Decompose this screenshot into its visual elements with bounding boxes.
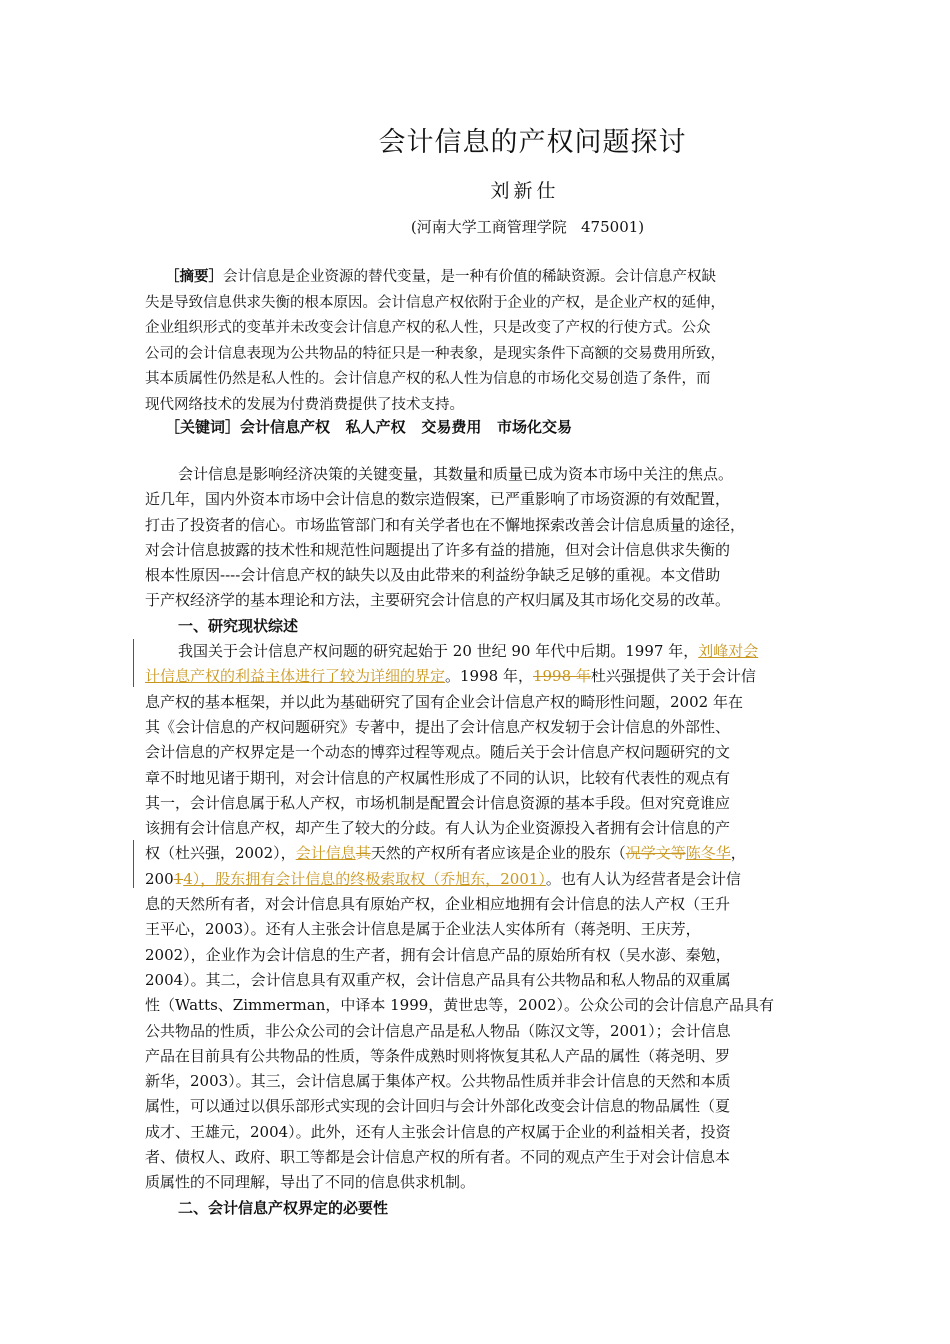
paragraph-line: 者、债权人、政府、职工等都是会计信息产权的所有者。不同的观点产生于对会计信息本 (145, 1148, 731, 1167)
revision-change-bar (133, 639, 134, 687)
author-affiliation: (河南大学工商管理学院 475001) (410, 218, 645, 236)
deleted-text: 1 (173, 869, 184, 888)
inserted-text: 陈冬华 (685, 844, 731, 863)
deleted-text: 况学文等 (625, 844, 686, 863)
inserted-text: 4），股东拥有会计信息的终极索取权（乔旭东，2001） (183, 869, 546, 888)
paragraph-line: 打击了投资者的信心。市场监管部门和有关学者也在不懈地探索改善会计信息质量的途径， (145, 515, 746, 534)
keywords: ［关键词］会计信息产权 私人产权 交易费用 市场化交易 (165, 418, 573, 436)
inserted-text: 计信息产权的利益主体进行了较为详细的界定 (145, 667, 446, 686)
paragraph-line: 会计信息的产权界定是一个动态的博弈过程等观点。随后关于会计信息产权问题研究的文 (145, 743, 731, 762)
paragraph-line: 于产权经济学的基本理论和方法，主要研究会计信息的产权归属及其市场化交易的改革。 (145, 591, 731, 610)
paragraph-line: 2004）。其二，会计信息具有双重产权，会计信息产品具有公共物品和私人物品的双重属 (145, 970, 731, 989)
abstract-line: 公司的会计信息表现为公共物品的特征只是一种表象，是现实条件下高额的交易费用所致， (145, 345, 725, 362)
paper-title: 会计信息的产权问题探讨 (378, 127, 687, 158)
section-heading: 二、会计信息产权界定的必要性 (178, 1198, 389, 1217)
paragraph-line: 会计信息是影响经济决策的关键变量，其数量和质量已成为资本市场中关注的焦点。 (178, 465, 734, 483)
abstract (145, 265, 815, 418)
abstract-line: 企业组织形式的变革并未改变会计信息产权的私人性，只是改变了产权的行使方式。公众 (145, 320, 711, 336)
abstract-label: ［摘要］ (165, 269, 223, 285)
paragraph-line: 根本性原因----会计信息产权的缺失以及由此带来的利益纷争缺乏足够的重视。本文借助 (145, 566, 721, 585)
paragraph-line: 产品在目前具有公共物品的性质，等条件成熟时则将恢复其私人产品的属性（蒋尧明、罗 (145, 1046, 731, 1065)
paragraph-line: 该拥有会计信息产权，却产生了较大的分歧。有人认为企业资源投入者拥有会计信息的产 (145, 819, 731, 838)
paragraph-line: 息产权的基本框架，并以此为基础研究了国有企业会计信息产权的畸形性问题，2002 年在 (145, 692, 743, 711)
revision-change-bar (133, 840, 134, 888)
paragraph-line: 息的天然所有者，对会计信息具有原始产权，企业相应地拥有会计信息的法人产权（王升 (145, 895, 731, 914)
paragraph-line: 权（杜兴强，2002），会计信息其天然的产权所有者应该是企业的股东（况学文等陈冬华， (145, 844, 746, 863)
paragraph-line: 其《会计信息的产权问题研究》专著中，提出了会计信息产权发轫于会计信息的外部性、 (145, 717, 731, 736)
abstract-line: ［摘要］会计信息是企业资源的替代变量，是一种有价值的稀缺资源。会计信息产权缺 (165, 269, 716, 285)
paragraph-line: 性（Watts、Zimmerman，中译本 1999，黄世忠等，2002）。公众公司的会计信息产品具有 (145, 996, 774, 1015)
paragraph-line: 计信息产权的利益主体进行了较为详细的界定。1998 年，1998 年杜兴强提供了关于会计信 (145, 667, 756, 686)
section-heading: 一、研究现状综述 (178, 616, 299, 635)
deleted-text: 其 (355, 844, 371, 863)
paragraph-line: 2002），企业作为会计信息的生产者，拥有会计信息产品的原始所有权（吴水澎、秦勉， (145, 945, 731, 964)
paragraph-line: 成才、王雄元，2004）。此外，还有人主张会计信息的产权属于企业的利益相关者，投资 (145, 1122, 731, 1141)
abstract-line: 现代网络技术的发展为付费消费提供了技术支持。 (145, 396, 464, 413)
body-text (145, 462, 815, 1221)
deleted-text: 1998 年 (532, 667, 591, 686)
paragraph-line: 王平心，2003）。还有人主张会计信息是属于企业法人实体所有（蒋尧明、王庆芳， (145, 920, 701, 939)
author-name: 刘新仕 (490, 180, 560, 202)
paragraph-line: 我国关于会计信息产权问题的研究起始于 20 世纪 90 年代中后期。1997 年，刘峰对会 (178, 642, 759, 661)
inserted-text: 刘峰对会 (698, 642, 759, 661)
paragraph-line: 公共物品的性质，非公众公司的会计信息产品是私人物品（陈汉文等，2001）；会计信息 (145, 1021, 731, 1040)
paragraph-line: 质属性的不同理解，导出了不同的信息供求机制。 (145, 1173, 476, 1192)
abstract-line: 失是导致信息供求失衡的根本原因。会计信息产权依附于企业的产权，是企业产权的延伸， (145, 294, 725, 311)
paragraph-line: 其一，会计信息属于私人产权，市场机制是配置会计信息资源的基本手段。但对究竟谁应 (145, 793, 731, 812)
paragraph-line: 章不时地见诸于期刊，对会计信息的产权属性形成了不同的认识，比较有代表性的观点有 (145, 768, 731, 787)
paragraph-line: 属性，可以通过以俱乐部形式实现的会计回归与会计外部化改变会计信息的物品属性（夏 (145, 1097, 731, 1116)
paragraph-line: 近几年，国内外资本市场中会计信息的数宗造假案，已严重影响了市场资源的有效配置， (145, 490, 731, 509)
paragraph-line: 对会计信息披露的技术性和规范性问题提出了许多有益的措施，但对会计信息供求失衡的 (145, 540, 731, 559)
abstract-line: 其本质属性仍然是私人性的。会计信息产权的私人性为信息的市场化交易创造了条件，而 (145, 371, 711, 387)
paragraph-line: 新华，2003）。其三，会计信息属于集体产权。公共物品性质并非会计信息的天然和本质 (145, 1072, 731, 1091)
paragraph-line: 20014），股东拥有会计信息的终极索取权（乔旭东，2001）。也有人认为经营者是会计信 (145, 869, 741, 888)
inserted-text: 会计信息 (295, 844, 356, 863)
